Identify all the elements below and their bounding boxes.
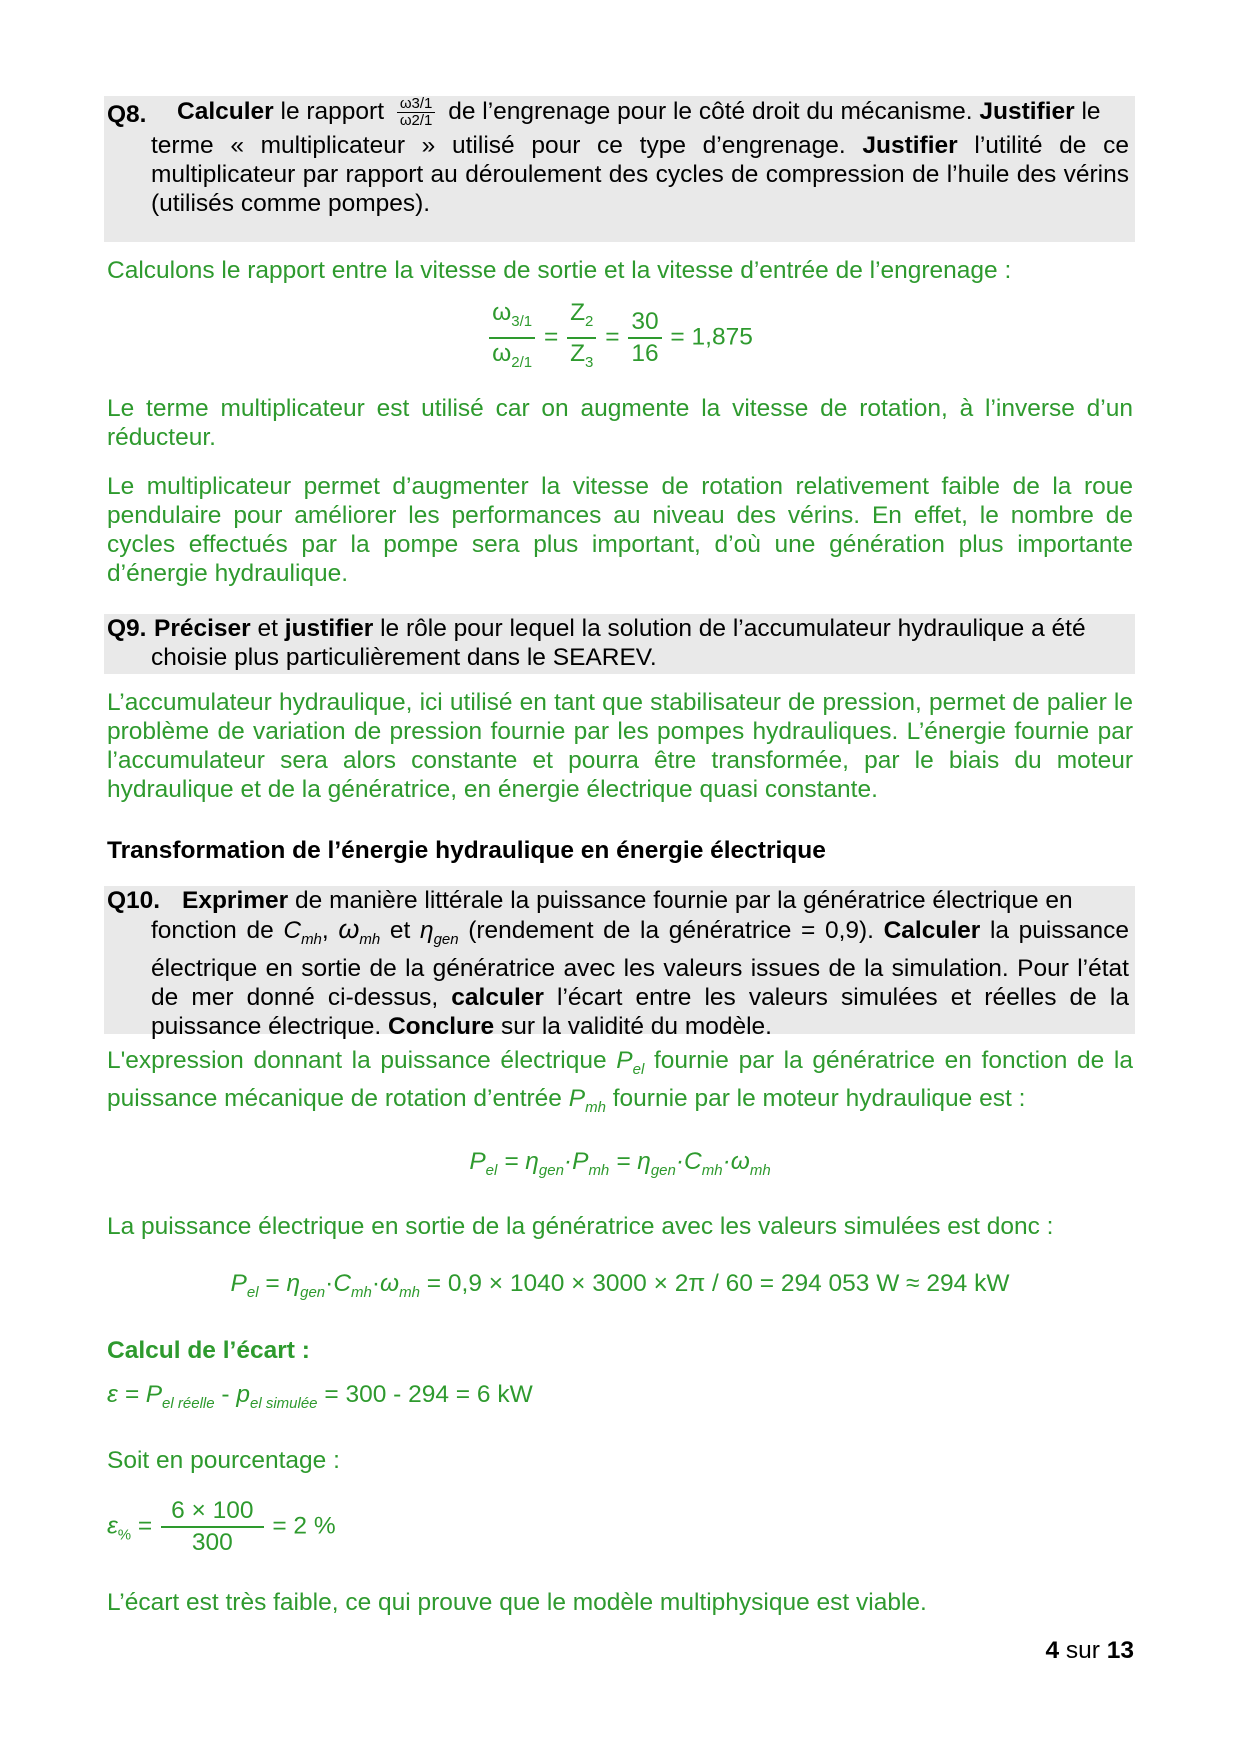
total-pages: 13	[1106, 1637, 1134, 1664]
section-title: Transformation de l’énergie hydraulique en énergie électrique	[107, 837, 826, 864]
fraction-numerator: ω	[492, 299, 512, 326]
instruction-verb: Calculer	[177, 97, 274, 125]
question-label: Q10.	[107, 887, 161, 914]
instruction-verb: Justifier	[979, 97, 1075, 125]
answer-paragraph: L’accumulateur hydraulique, ici utilisé en tant que stabilisateur de pression, permet de palier le problème de variation de pression fournie par les pompes hydrauliques. L’énergie fournie par l’accumulateur sera alors constante et pourra être transformée, par le biais du moteur hydraulique et de la génératrice, en énergie électrique quasi constante.	[107, 689, 1133, 803]
answer-paragraph: Le terme multiplicateur est utilisé car on augmente la vitesse de rotation, à l’inverse d’un réducteur.	[107, 395, 1133, 451]
question-text: choisie plus particulièrement dans le SEAREV.	[151, 644, 657, 671]
calculation-result: = 300 - 294 = 6 kW	[317, 1381, 533, 1408]
question-text: et	[380, 917, 420, 944]
equals-sign: =	[543, 323, 559, 351]
fraction-denominator: ω	[492, 339, 512, 367]
instruction-verb: Exprimer	[182, 887, 289, 914]
answer-paragraph: La puissance électrique en sortie de la génératrice avec les valeurs simulées est donc :	[107, 1213, 1054, 1240]
fraction-numerator: 6 × 100	[161, 1496, 263, 1528]
question-text: sur la validité du modèle.	[494, 1012, 772, 1040]
instruction-verb: justifier	[284, 615, 374, 642]
subscript: gen	[433, 930, 459, 948]
instruction-verb: calculer	[451, 983, 544, 1011]
answer-intro: Calculons le rapport entre la vitesse de sortie et la vitesse d’entrée de l’engrenage :	[107, 257, 1012, 284]
subscript: 2/1	[511, 353, 533, 371]
ratio-fraction	[397, 96, 436, 129]
conclusion: L’écart est très faible, ce qui prouve que le modèle multiphysique est viable.	[107, 1589, 927, 1616]
ecart-title: Calcul de l’écart :	[107, 1337, 310, 1364]
calculation-result: = 0,9 × 1040 × 3000 × 2π / 60 = 294 053 W ≈ 294 kW	[419, 1270, 1010, 1297]
question-text: et	[250, 615, 285, 642]
question-label: Q8.	[107, 101, 147, 128]
math-symbol: P	[616, 1047, 633, 1074]
question-text: de l’engrenage pour le côté droit du mécanisme.	[441, 97, 980, 125]
numeric-fraction	[628, 307, 661, 369]
fraction-denominator: 16	[631, 339, 659, 367]
math-symbol: P	[145, 1381, 163, 1408]
formula-result: = 1,875	[670, 323, 753, 351]
subscript: mh	[585, 1098, 606, 1116]
subscript: 2	[585, 312, 594, 330]
subscript: el simulée	[250, 1394, 318, 1412]
answer-paragraph	[107, 1046, 1133, 1122]
question-q8	[104, 96, 1135, 242]
operator: -	[214, 1381, 237, 1408]
fraction-denominator: ω2/1	[399, 112, 433, 129]
question-label: Q9.	[107, 615, 147, 642]
gear-ratio-formula	[0, 298, 1240, 378]
subscript: %	[117, 1526, 132, 1544]
ecart-formula	[107, 1380, 1133, 1418]
percentage-intro: Soit en pourcentage :	[107, 1447, 340, 1474]
answer-text: fournie par le moteur hydraulique est :	[605, 1084, 1026, 1112]
instruction-verb: Calculer	[883, 917, 981, 944]
omega-fraction	[489, 298, 535, 378]
math-symbol: C	[283, 917, 302, 944]
equals-sign: =	[131, 1512, 153, 1540]
equals-sign: =	[605, 323, 620, 351]
fraction-denominator: Z	[570, 339, 586, 367]
fraction-numerator: 30	[628, 307, 661, 339]
fraction-denominator: 300	[191, 1529, 233, 1556]
math-symbol: ε =	[107, 1381, 146, 1408]
subscript: 3	[585, 353, 594, 371]
fraction-numerator: ω3/1	[397, 96, 436, 113]
answer-paragraph: Le multiplicateur permet d’augmenter la vitesse de rotation relativement faible de la roue pendulaire pour améliorer les performances au niveau des vérins. En effet, le nombre de cycles effectués par la pompe sera plus important, d’où une génération plus importante d’énergie hydraulique.	[107, 473, 1133, 587]
subscript: 3/1	[511, 312, 533, 330]
math-symbol: p	[236, 1381, 250, 1408]
question-q10	[104, 886, 1135, 1040]
percentage-formula	[107, 1496, 1133, 1558]
page-separator: sur	[1059, 1637, 1107, 1664]
math-symbol: P	[568, 1084, 586, 1112]
page-number	[1045, 1637, 1134, 1665]
math-symbol: ε	[107, 1512, 118, 1540]
math-symbol: ω	[338, 914, 360, 944]
current-page: 4	[1045, 1637, 1060, 1664]
question-text: terme « multiplicateur » utilisé pour ce type d’engrenage.	[151, 132, 863, 159]
question-text: (rendement de la génératrice = 0,9).	[458, 917, 884, 944]
calculation-result: = 2 %	[272, 1512, 336, 1540]
question-text: le rôle pour lequel la solution de l’accumulateur hydraulique a été	[373, 615, 1086, 642]
instruction-verb: Justifier	[862, 132, 958, 159]
subscript: el réelle	[162, 1394, 215, 1412]
question-text: la puissance électrique en sortie de la génératrice avec les valeurs issues de la simulation. Pour l’état de mer donné ci-dessus,	[151, 917, 1129, 1011]
question-text: de manière littérale la puissance fournie par la génératrice électrique en	[288, 887, 1073, 914]
math-symbol: η	[419, 917, 434, 944]
instruction-verb: Préciser	[154, 615, 251, 642]
subscript: mh	[301, 930, 322, 948]
question-text: l’utilité de ce multiplicateur par rapport au déroulement des cycles de compression de l’huile des vérins (utilisés comme pompes).	[151, 132, 1129, 217]
answer-text: L'expression donnant la puissance électrique	[107, 1047, 617, 1074]
question-text: fonction de	[151, 917, 284, 944]
teeth-fraction	[567, 298, 596, 378]
percentage-fraction	[161, 1496, 263, 1558]
fraction-numerator: Z	[570, 299, 586, 326]
subscript: mh	[359, 930, 381, 948]
question-text: l’écart entre les valeurs simulées et réelles de la puissance électrique.	[151, 983, 1129, 1040]
power-formula: $P_{el} = \eta_{gen}\cdot P_{mh} = \eta_{gen}\cdot C_{mh}\cdot\omega_{mh}$	[469, 1148, 771, 1179]
subscript: el	[632, 1060, 645, 1078]
question-text: le	[1074, 97, 1101, 125]
question-text: ,	[321, 917, 339, 944]
power-calculation: $P_{el} = \eta_{gen}\cdot C_{mh}\cdot\omega_{mh} = 0,9 \times 1040 \times 3000 \times 2\pi / 60 = 294$ 053 W ≈ 294 kW	[230, 1270, 1010, 1301]
instruction-verb: Conclure	[387, 1012, 495, 1040]
question-text: le rapport	[273, 97, 391, 125]
answer-text: fournie par la génératrice en fonction de la puissance mécanique de rotation d’entrée	[107, 1047, 1133, 1112]
question-q9	[104, 614, 1135, 674]
